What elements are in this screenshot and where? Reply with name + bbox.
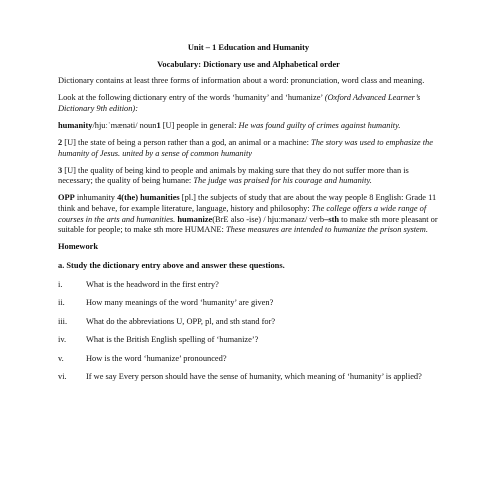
entry-humanities-and-humanize [58,193,439,235]
pronunciation-humanize: / hjuːmənaɪz/ verb [261,214,325,224]
question-text: How many meanings of the word ‘humanity’ are given? [86,298,274,308]
definition-3: [U] the quality of being kind to people and animals by making sure that they do not suffer more than is necessary; the quality of being humane: [58,165,409,186]
question-item [58,280,439,291]
question-item [58,372,439,383]
example-2: The story was used to emphasize the humanity of Jesus. united by a sense of common humanity [58,138,433,158]
question-item [58,317,439,328]
lookat-paragraph [58,93,439,114]
question-number: i. [58,279,63,289]
opp-label: OPP [58,193,75,203]
section-subtitle: Vocabulary: Dictionary use and Alphabetical order [157,59,340,69]
entry-humanity-sense-1 [58,121,439,132]
headword-humanize: humanize [175,214,213,224]
entry-humanity-sense-2 [58,138,439,159]
example-4: The college offers a wide range of courses in the arts and humanities. [58,204,427,224]
pronunciation-humanity: /hjuːˈmænəti/ noun [92,120,157,130]
definition-humanize: to make sth more pleasant or suitable for people; to make sth more HUMANE: [58,214,438,235]
sense-number-1: 1 [156,120,161,130]
lookat-source: (Oxford Advanced Learner’s Dictionary 9th edition): [58,93,421,113]
question-number: v. [58,353,64,363]
humanize-bre-note: (BrE also -ise) [212,214,262,224]
question-text: What is the headword in the first entry? [86,279,219,289]
sense-number-4: 4(the) humanities [117,193,180,203]
task-heading: a. Study the dictionary entry above and answer these questions. [58,260,285,270]
definition-1: [U] people in general: [160,120,239,130]
question-text: What is the British English spelling of ‘humanize’? [86,335,259,345]
question-number: iv. [58,335,67,345]
question-text: How is the word ‘humanize’ pronounced? [86,353,227,363]
sense-number-2: 2 [58,138,63,148]
entry-humanity-sense-3 [58,166,439,187]
question-item [58,354,439,365]
definition-2: [U] the state of being a person rather than a god, an animal or a machine: [62,138,312,148]
question-number: vi. [58,372,67,382]
intro-paragraph: Dictionary contains at least three forms of information about a word: pronunciation, word class and meaning. [58,76,425,86]
opp-word: inhumanity [74,193,118,203]
question-text: What do the abbreviations U, OPP, pl, and sth stand for? [86,316,276,326]
headword-humanity: humanity [58,120,93,130]
question-item [58,298,439,309]
question-number: iii. [58,316,68,326]
definition-4: [pl.] the subjects of study that are about the way people 8 English: Grade 11 think and behave, for example literature, language, history and philosophy: [58,193,437,214]
sense-number-3: 3 [58,165,63,175]
example-1: He was found guilty of crimes against humanity. [238,120,401,130]
unit-title: Unit – 1 Education and Humanity [187,43,310,52]
example-humanize: These measures are intended to humanize the prison system. [225,225,428,235]
question-number: ii. [58,298,65,308]
lookat-text: Look at the following dictionary entry of the words ‘humanity’ and ‘humanize’ [58,93,325,103]
question-item [58,335,439,346]
homework-heading: Homework [58,242,99,252]
example-3: The judge was praised for his courage and humanity. [193,176,372,186]
question-text: If we say Every person should have the sense of humanity, which meaning of ‘humanity’ is applied? [86,372,422,382]
sth-label: –sth [324,214,340,224]
